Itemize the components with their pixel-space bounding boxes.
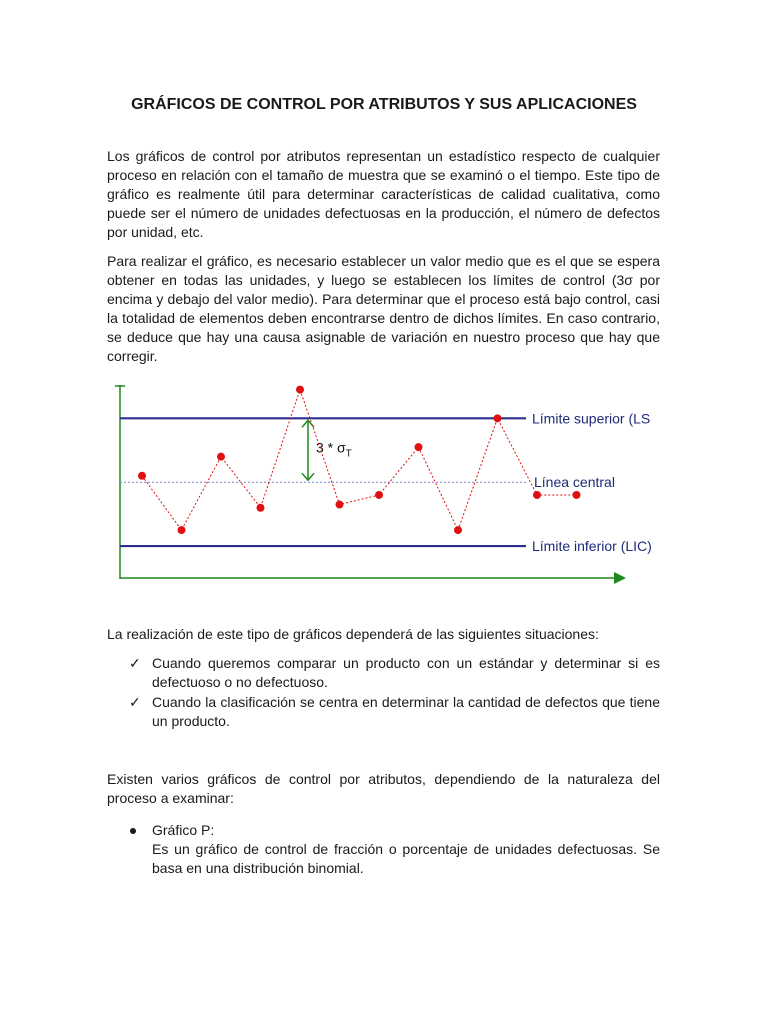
data-point-1	[138, 472, 146, 480]
data-point-4	[257, 504, 265, 512]
page-title: GRÁFICOS DE CONTROL POR ATRIBUTOS Y SUS APLICACIONES	[131, 96, 637, 113]
center-line-label: Línea central	[534, 474, 615, 491]
chart-type-name: Gráfico P:	[152, 822, 215, 838]
data-point-9	[454, 526, 462, 534]
bullet-icon	[130, 828, 136, 834]
chart-type-description: Es un gráfico de control de fracción o porcentaje de unidades defectuosas. Se basa en una distribución binomial.	[152, 841, 660, 876]
checklist-item-text: Cuando la clasificación se centra en determinar la cantidad de defectos que tiene un producto.	[152, 694, 660, 729]
data-point-7	[375, 491, 383, 499]
data-point-2	[178, 526, 186, 534]
sigma-label: $3 * \sigma_T$	[316, 439, 352, 460]
data-point-3	[217, 453, 225, 461]
data-point-12	[573, 491, 581, 499]
series-line	[142, 390, 577, 531]
types-intro-paragraph: Existen varios gráficos de control por atributos, dependiendo de la naturaleza del proceso a examinar:	[107, 771, 660, 806]
data-point-10	[494, 414, 502, 422]
situations-checklist	[129, 654, 660, 731]
checklist-item	[129, 693, 660, 731]
intro-paragraph: Los gráficos de control por atributos representan un estadístico respecto de cualquier proceso en relación con el tamaño de muestra que se examinó o el tiempo. Este tipo de gráfico es realmente útil para determinar características de calidad cualitativa, como puede ser el número de unidades defectuosas en la producción, el número de defectos por unidad, etc.	[107, 148, 660, 240]
method-paragraph: Para realizar el gráfico, es necesario establecer un valor medio que es el que se espera obtener en todas las unidades, y luego se establecen los límites de control (3σ por encima y debajo del valor medio). Para determinar que el proceso está bajo control, casi la totalidad de elementos deben encontrarse dentro de dichos límites. En caso contrario, se deduce que hay una causa asignable de variación en nuestro proceso que hay que corregir.	[107, 253, 660, 364]
situations-paragraph: La realización de este tipo de gráficos dependerá de las siguientes situaciones:	[107, 626, 599, 642]
chart-types-list	[130, 821, 660, 878]
data-point-5	[296, 386, 304, 394]
checkmark-icon: ✓	[129, 694, 141, 710]
checkmark-icon: ✓	[129, 655, 141, 671]
chart-type-item	[130, 821, 660, 878]
data-point-6	[336, 501, 344, 509]
checklist-item-text: Cuando queremos comparar un producto con un estándar y determinar si es defectuoso o no defectuoso.	[152, 655, 660, 690]
x-axis-arrowhead	[614, 572, 626, 584]
data-point-11	[533, 491, 541, 499]
lower-limit-label: Límite inferior (LIC)	[532, 538, 652, 555]
data-point-8	[415, 443, 423, 451]
upper-limit-label: Límite superior (LS	[532, 410, 651, 427]
control-chart	[106, 380, 666, 595]
sigma-arrow	[302, 420, 314, 480]
checklist-item	[129, 654, 660, 692]
